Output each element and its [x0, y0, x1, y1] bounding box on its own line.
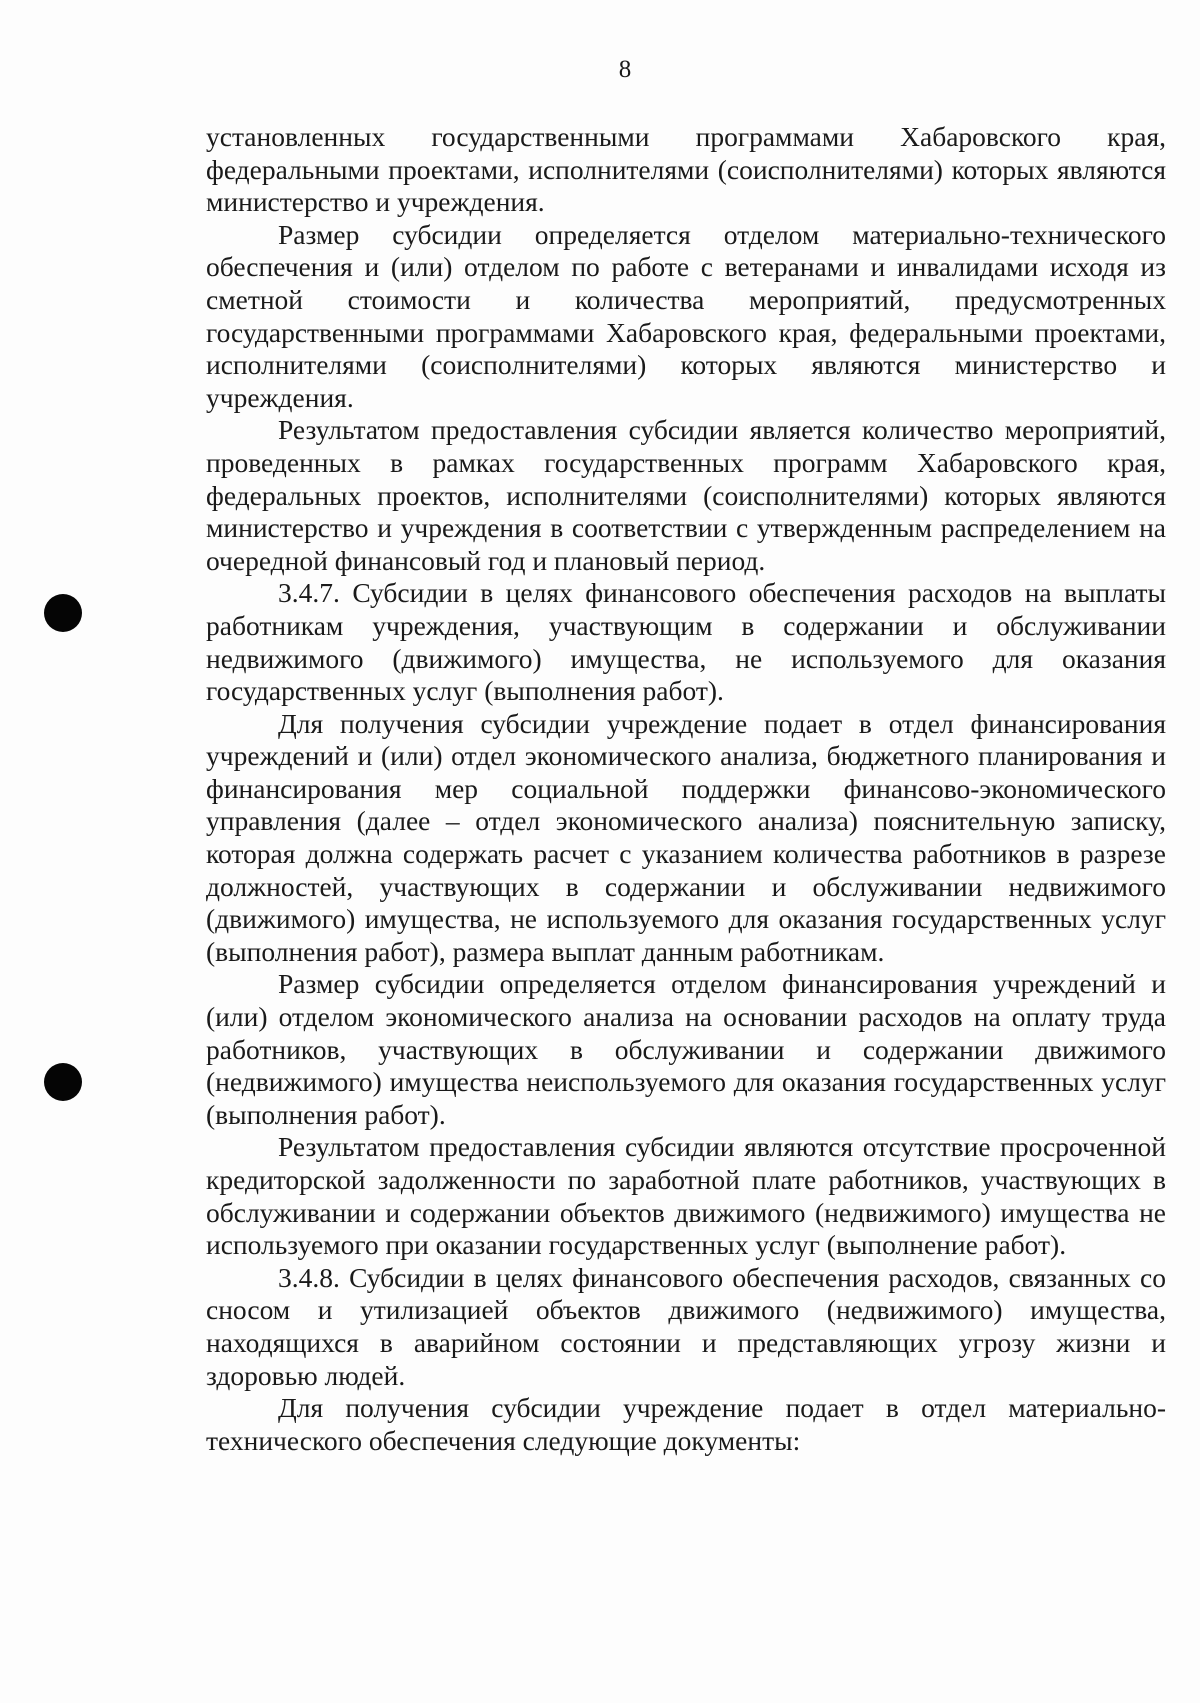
- document-body: [206, 121, 1166, 1457]
- paragraph: Для получения субсидии учреждение подает в отдел финансирования учреждений и (или) отдел экономического анализа, бюджетного планирования и финансирования мер социальной поддержки финансово-экономического управления (далее – отдел экономического анализа) пояснительную записку, которая должна содержать расчет с указанием количества работников в разрезе должностей, участвующих в содержании и обслуживании недвижимого (движимого) имущества, не используемого для оказания государственных услуг (выполнения работ), размера выплат данным работникам.: [206, 707, 1166, 967]
- paragraph: установленных государственными программами Хабаровского края, федеральными проектами, исполнителями (соисполнителями) которых являются министерство и учреждения.: [206, 121, 1166, 218]
- punch-hole-mark: [44, 594, 82, 632]
- paragraph: Для получения субсидии учреждение подает в отдел материально-технического обеспечения следующие документы:: [206, 1392, 1166, 1456]
- paragraph: 3.4.8. Субсидии в целях финансового обеспечения расходов, связанных со сносом и утилизацией объектов движимого (недвижимого) имущества, находящихся в аварийном состоянии и представляющих угрозу жизни и здоровью людей.: [206, 1261, 1166, 1391]
- page-number: 8: [618, 56, 632, 83]
- paragraph: Результатом предоставления субсидии являются отсутствие просроченной кредиторской задолженности по заработной плате работников, участвующих в обслуживании и содержании объектов движимого (недвижимого) имущества не используемого при оказании государственных услуг (выполнение работ).: [206, 1131, 1166, 1261]
- paragraph: Размер субсидии определяется отделом материально-технического обеспечения и (или) отделом по работе с ветеранами и инвалидами исходя из сметной стоимости и количества мероприятий, предусмотренных государственными программами Хабаровского края, федеральными проектами, исполнителями (соисполнителями) которых являются министерство и учреждения.: [206, 218, 1166, 413]
- paragraph: Результатом предоставления субсидии является количество мероприятий, проведенных в рамках государственных программ Хабаровского края, федеральных проектов, исполнителями (соисполнителями) которых являются министерство и учреждения в соответствии с утвержденным распределением на очередной финансовый год и плановый период.: [206, 414, 1166, 576]
- punch-hole-mark: [44, 1063, 82, 1101]
- paragraph: Размер субсидии определяется отделом финансирования учреждений и (или) отделом экономического анализа на основании расходов на оплату труда работников, участвующих в обслуживании и содержании движимого (недвижимого) имущества неиспользуемого для оказания государственных услуг (выполнения работ).: [206, 968, 1166, 1130]
- paragraph: 3.4.7. Субсидии в целях финансового обеспечения расходов на выплаты работникам учреждения, участвующим в содержании и обслуживании недвижимого (движимого) имущества, не используемого для оказания государственных услуг (выполнения работ).: [206, 577, 1166, 707]
